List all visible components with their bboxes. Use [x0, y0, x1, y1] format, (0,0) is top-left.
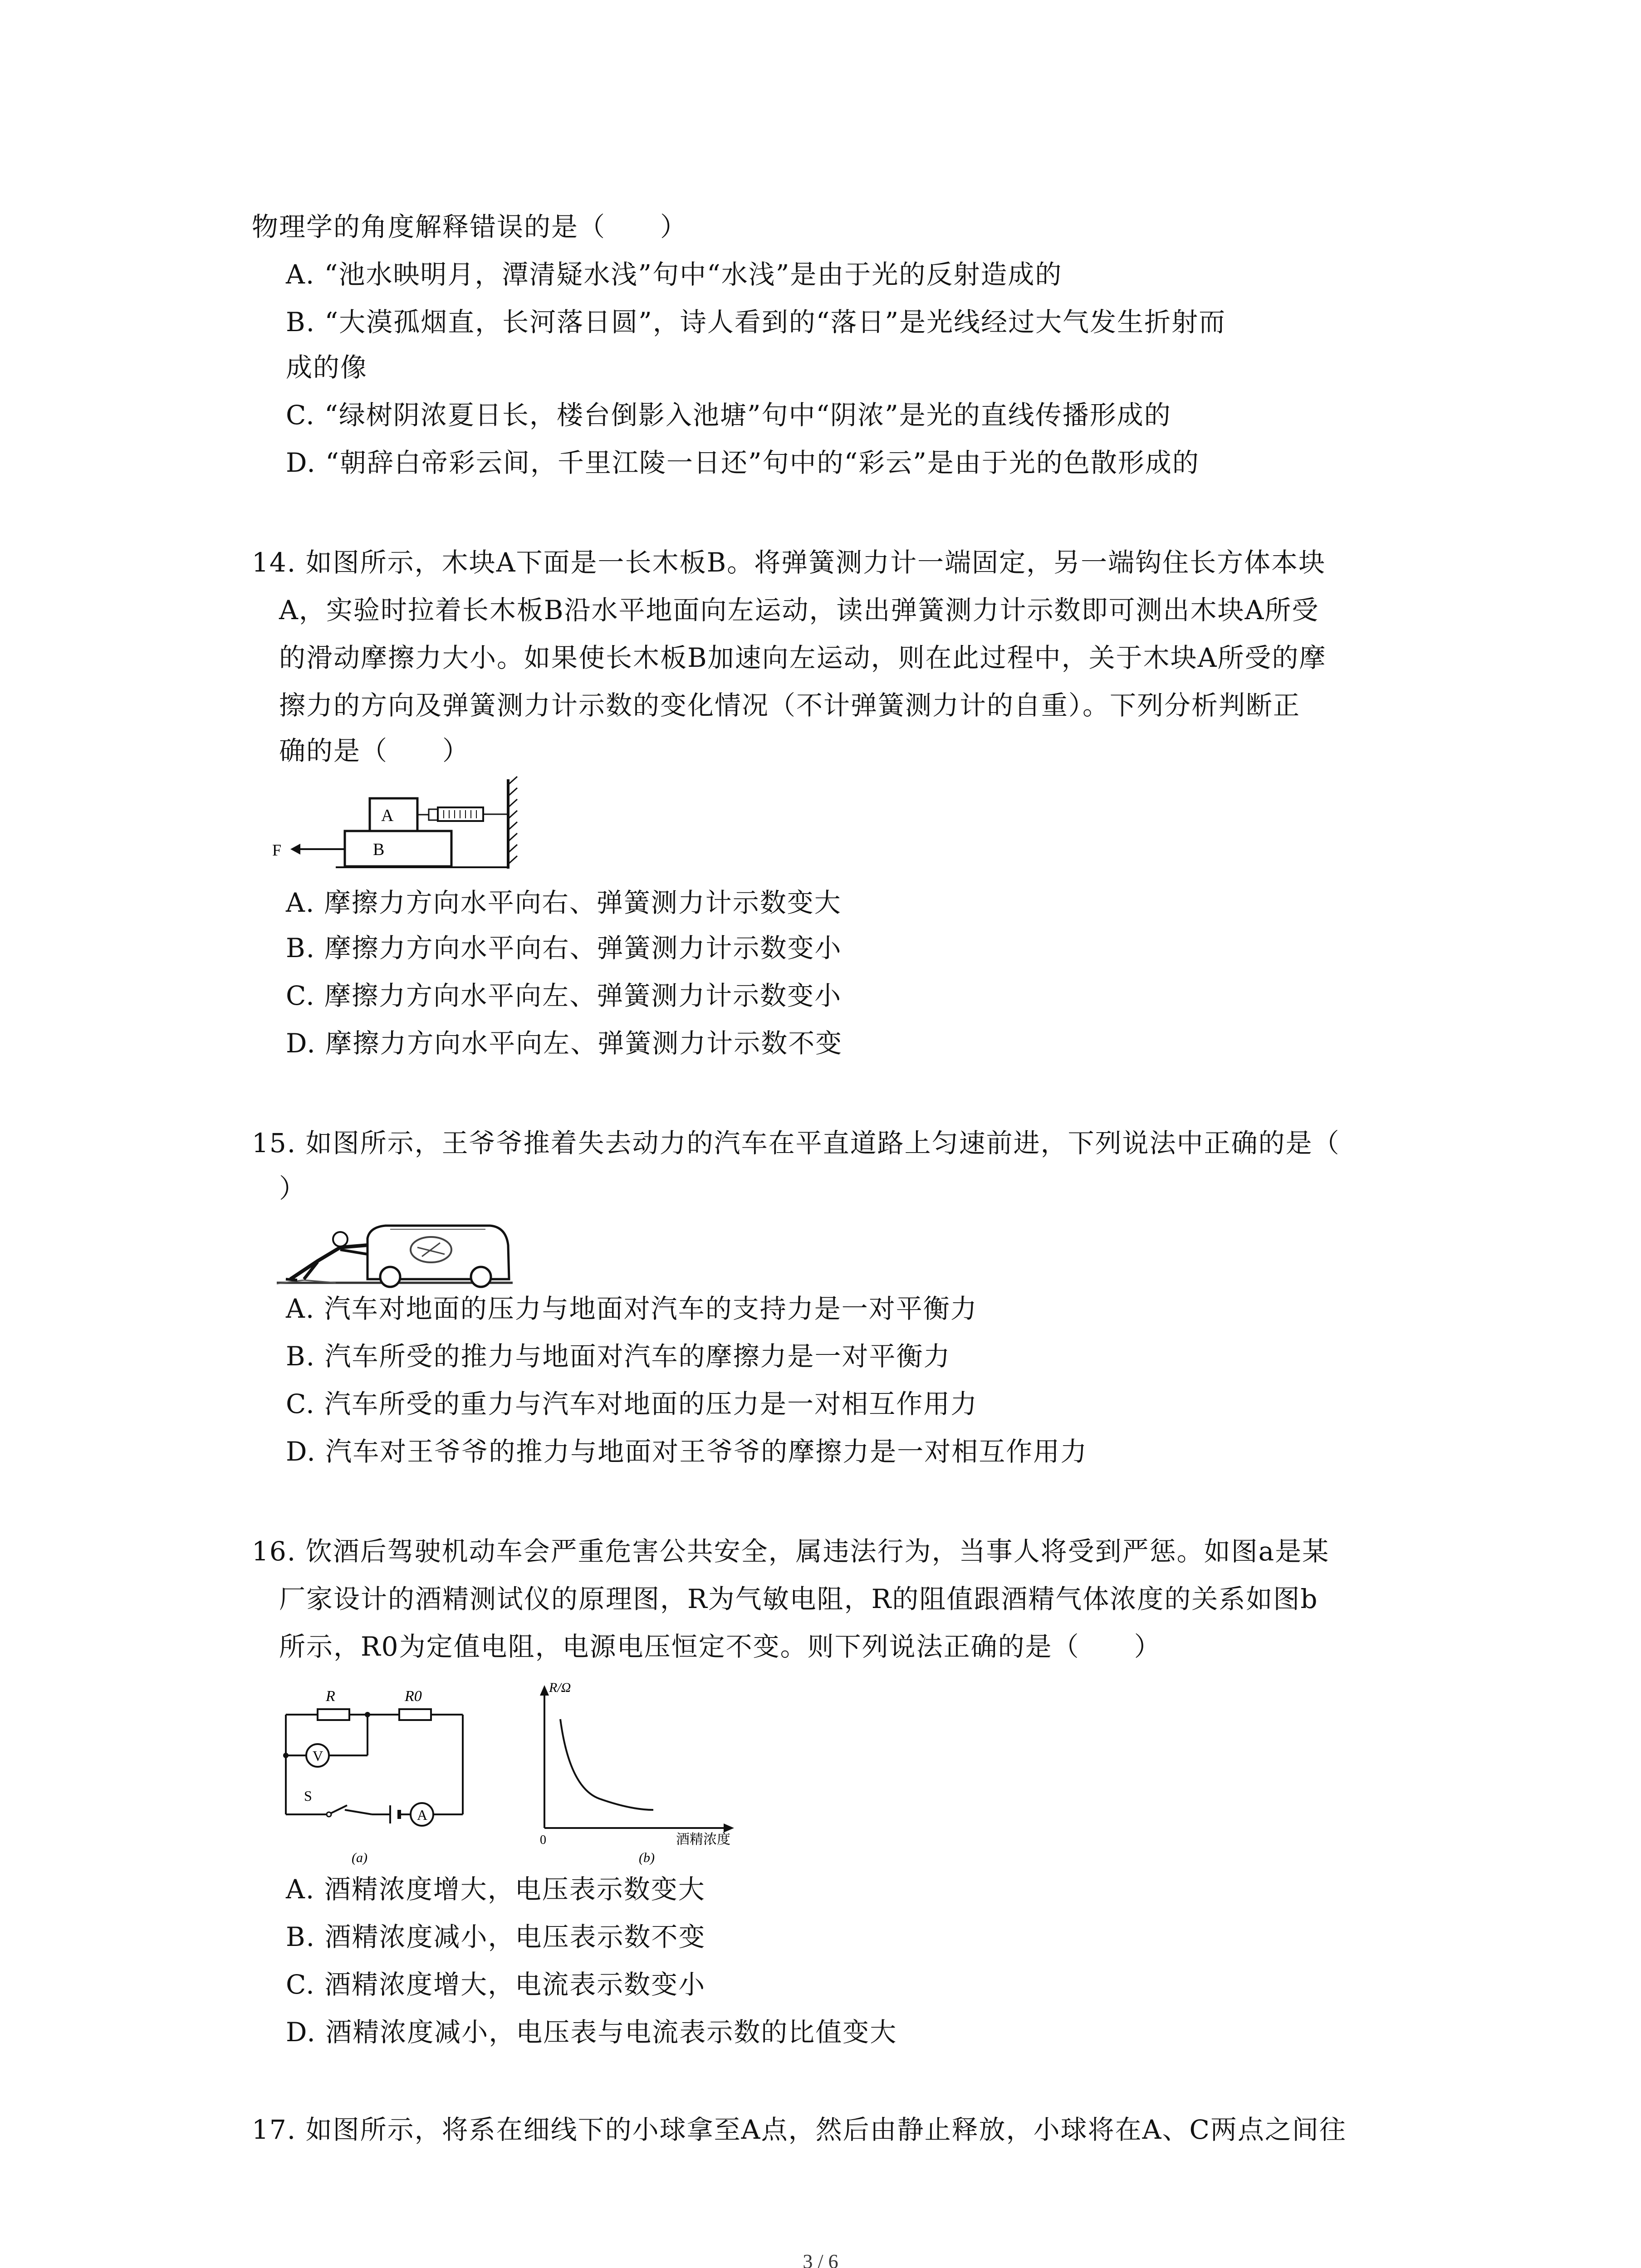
q13-option-b: B. “大漠孤烟直，长河落日圆”，诗人看到的“落日”是光线经过大气发生折射而: [286, 307, 1226, 337]
q13-option-c: C. “绿树阴浓夏日长，楼台倒影入池塘”句中“阴浓”是光的直线传播形成的: [286, 400, 1171, 430]
grandpa-figure: [286, 1232, 367, 1280]
q14-option-b: B. 摩擦力方向水平向右、弹簧测力计示数变小: [286, 933, 842, 963]
resistor-r-label: R: [326, 1688, 335, 1705]
resistance-curve: [560, 1719, 653, 1810]
force-label: F: [272, 841, 282, 859]
graph-origin-label: 0: [540, 1833, 546, 1847]
resistor-r0: [399, 1709, 431, 1720]
q15-option-c: C. 汽车所受的重力与汽车对地面的压力是一对相互作用力: [286, 1388, 978, 1419]
voltmeter-label: V: [313, 1748, 323, 1764]
graph-y-label: R/Ω: [549, 1680, 571, 1695]
q14-figure: [272, 776, 526, 875]
resistor-r0-label: R0: [405, 1688, 422, 1705]
q15-option-d: D. 汽车对王爷爷的推力与地面对王爷爷的摩擦力是一对相互作用力: [286, 1436, 1088, 1467]
q13-option-b-cont: 成的像: [286, 352, 368, 383]
q13-stem: 物理学的角度解释错误的是（ ）: [252, 211, 688, 242]
q16-option-a: A. 酒精浓度增大，电压表示数变大: [286, 1874, 705, 1905]
circuit-caption: (a): [352, 1850, 367, 1865]
resistor-r: [318, 1709, 349, 1720]
block-a: [370, 798, 417, 831]
q14-line-4: 擦力的方向及弹簧测力计示数的变化情况（不计弹簧测力计的自重）。下列分析判断正: [279, 690, 1301, 721]
q13-option-d: D. “朝辞白帝彩云间，千里江陵一日还”句中的“彩云”是由于光的色散形成的: [286, 447, 1200, 478]
q16-line-1: 16. 饮酒后驾驶机动车会严重危害公共安全，属违法行为，当事人将受到严惩。如图a是某: [252, 1536, 1330, 1567]
switch-label: S: [304, 1788, 312, 1804]
q16-resistance-graph: [526, 1674, 753, 1869]
graph-x-label: 酒精浓度: [676, 1832, 730, 1847]
q14-option-d: D. 摩擦力方向水平向左、弹簧测力计示数不变: [286, 1028, 843, 1059]
q13-option-a: A. “池水映明月，潭清疑水浅”句中“水浅”是由于光的反射造成的: [286, 259, 1063, 290]
q16-circuit-diagram: [272, 1678, 472, 1869]
q14-line-1: 14. 如图所示，木块A下面是一长木板B。将弹簧测力计一端固定，另一端钩住长方体本块: [252, 547, 1326, 578]
q14-line-2: A，实验时拉着长木板B沿水平地面向左运动，读出弹簧测力计示数即可测出木块A所受: [279, 595, 1319, 626]
q16-option-b: B. 酒精浓度减小，电压表示数不变: [286, 1921, 706, 1952]
q15-option-a: A. 汽车对地面的压力与地面对汽车的支持力是一对平衡力: [286, 1293, 978, 1324]
q14-option-c: C. 摩擦力方向水平向左、弹簧测力计示数变小: [286, 980, 842, 1011]
board-b-label: B: [373, 840, 385, 859]
q14-line-5: 确的是（ ）: [279, 735, 470, 766]
q16-line-2: 厂家设计的酒精测试仪的原理图，R为气敏电阻，R的阻值跟酒精气体浓度的关系如图b: [279, 1584, 1318, 1614]
q16-option-c: C. 酒精浓度增大，电流表示数变小: [286, 1969, 706, 2000]
board-b: [345, 831, 451, 866]
q14-line-3: 的滑动摩擦力大小。如果使长木板B加速向左运动，则在此过程中，关于木块A所受的摩: [279, 642, 1327, 673]
q17-line-1: 17. 如图所示，将系在细线下的小球拿至A点，然后由静止释放，小球将在A、C两点之间往: [252, 2114, 1347, 2145]
switch: [330, 1805, 347, 1813]
q15-line-2: ）: [279, 1173, 307, 1204]
ammeter-label: A: [417, 1807, 428, 1823]
block-a-label: A: [381, 806, 394, 825]
q15-figure-car-push: [277, 1211, 513, 1288]
graph-caption: (b): [639, 1850, 655, 1865]
q16-option-d: D. 酒精浓度减小，电压表与电流表示数的比值变大: [286, 2017, 897, 2048]
q16-line-3: 所示，R0为定值电阻，电源电压恒定不变。则下列说法正确的是（ ）: [279, 1631, 1161, 1662]
q15-option-b: B. 汽车所受的推力与地面对汽车的摩擦力是一对平衡力: [286, 1341, 951, 1372]
q15-line-1: 15. 如图所示，王爷爷推着失去动力的汽车在平直道路上匀速前进，下列说法中正确的是（: [252, 1128, 1340, 1158]
q14-option-a: A. 摩擦力方向水平向右、弹簧测力计示数变大: [286, 887, 842, 918]
page-number: 3 / 6: [803, 2250, 838, 2268]
